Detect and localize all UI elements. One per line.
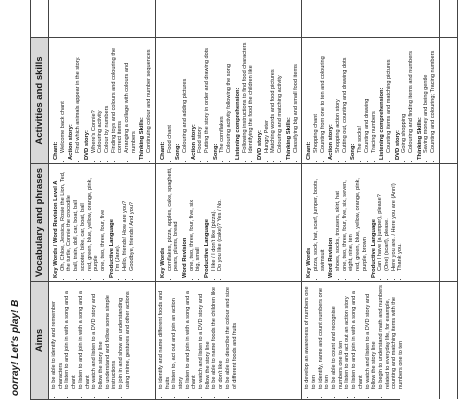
footer-cell-2	[440, 163, 458, 281]
section-heading: Thinking Skills:	[416, 117, 423, 160]
aim-item: • to identify, name and count numbers one to ten	[318, 285, 331, 389]
section-line: • Putting the story in order and drawing dots	[204, 41, 211, 153]
section-line: • Shopping action story	[335, 41, 342, 153]
section-list	[146, 41, 153, 160]
section-list	[211, 167, 224, 278]
syllabus-table	[30, 0, 437, 400]
section-heading: Key Words / Word Revision Level A	[53, 180, 59, 278]
section-list	[75, 41, 82, 160]
header-aims: Aims	[31, 281, 49, 399]
section-heading: Action story:	[328, 124, 335, 160]
section-line: • Continuing colour and number sequences	[146, 41, 153, 153]
row-1-extra	[49, 0, 156, 37]
section-line: • Saving money and being gentle	[423, 41, 430, 153]
section-list	[115, 167, 135, 278]
aim-item: • to understand and follow some simple instructions	[105, 285, 118, 389]
aim-item: • to develop an awareness of numbers one to ten	[304, 285, 317, 389]
section-list	[197, 41, 210, 160]
section-heading: Productive Language	[370, 219, 377, 278]
section-line: • Colouring activity	[97, 41, 104, 153]
section-list	[167, 41, 174, 160]
section-list	[377, 167, 404, 278]
section-heading: Song:	[212, 143, 219, 160]
row-3-activities	[302, 37, 440, 163]
section-list	[313, 41, 326, 160]
section-list	[242, 41, 255, 160]
title-strip	[0, 0, 30, 400]
section-line: • Identifying the food the children like	[248, 41, 255, 153]
section-line: • Colour by numbers	[104, 41, 111, 153]
section-heading: Chant:	[306, 141, 313, 160]
section-list	[219, 41, 232, 160]
section-list	[60, 41, 67, 160]
section-line: • ball, train, doll, car, boat, ball	[73, 167, 80, 271]
section-line: • Colouring and matching activity	[277, 41, 284, 153]
section-line: • Where's Connie?	[91, 41, 98, 153]
section-line: • Counting from one to ten and colouring	[320, 41, 327, 153]
section-list	[189, 167, 202, 278]
aim-item: • to identify and name different foods and fruits	[158, 285, 171, 389]
section-heading: Action story:	[190, 124, 197, 160]
section-heading: Key Words	[159, 247, 166, 278]
section-heading: Song:	[175, 143, 182, 160]
section-line: • Do you like (cake)? Yes / No.	[217, 167, 224, 271]
section-heading: Action story:	[68, 124, 75, 160]
aim-item: • to listen to and join in with a song and a chant	[78, 285, 91, 389]
section-line: • Following instructions to find food characters	[242, 41, 249, 153]
section-list	[91, 41, 138, 160]
section-line: • Goodbye, friends! And you?	[129, 167, 136, 271]
aim-item: • to be able to name foods the children like or don't like	[211, 285, 224, 389]
section-list	[423, 41, 436, 160]
section-heading: Productive Language	[108, 219, 115, 278]
aim-item: • to listen to, act out and join an action story	[171, 285, 184, 389]
row-3-aims	[302, 281, 440, 399]
section-line: • Counting and colouring; Tracing numbers	[430, 41, 437, 153]
section-line: • Thank you.	[397, 167, 404, 271]
section-line: • Colouring activity following the song	[226, 41, 233, 153]
row-2-vocab	[156, 163, 302, 281]
section-list	[60, 167, 107, 278]
aim-item: • to be able to identify and remember characters	[51, 285, 64, 389]
aim-item: • to watch and listen to a DVD story and follow the story line	[91, 285, 104, 389]
aim-item: • to be able to describe the colour and size of different foods and fruits	[225, 285, 238, 389]
row-3-extra	[302, 0, 440, 37]
aim-item: • to listen to and act out an action story	[344, 285, 351, 389]
section-line: • Going shopping	[401, 41, 408, 153]
footer-cell-4	[440, 0, 458, 37]
aim-item: • to watch and listen to a DVD story and follow the story line	[198, 285, 211, 389]
section-list	[401, 41, 414, 160]
aim-item: • to be able to count and recognise numbers one to ten	[331, 285, 344, 389]
section-line: • shoes, socks, trousers, skirt, hat	[335, 167, 342, 271]
section-heading: Word Revision	[181, 237, 188, 278]
section-heading: Productive Language	[204, 219, 211, 278]
section-heading: Song:	[350, 143, 357, 160]
aim-item: • to listen to and join in with a song and a chant	[185, 285, 198, 389]
section-list	[335, 41, 348, 160]
section-list	[357, 41, 377, 160]
header-activities: Activities and skills	[31, 37, 49, 163]
section-line: • red, green, blue, yellow, orange, pink, purple	[87, 167, 100, 271]
row-2-activities	[156, 37, 302, 163]
section-line: • (One) (scarf), please.	[384, 167, 391, 271]
section-heading: DVD story:	[256, 130, 263, 160]
section-line: • I'm (Jane).	[115, 167, 122, 271]
section-list	[167, 167, 180, 278]
section-list	[313, 167, 326, 278]
row-1-activities	[49, 37, 156, 163]
section-line: • Food story	[197, 41, 204, 153]
section-list	[335, 167, 369, 278]
section-heading: Key Words	[306, 247, 313, 278]
section-line: • Counting items and matching pictures	[386, 41, 393, 153]
section-line: • big, small	[195, 167, 202, 271]
section-line: • red, green, blue, yellow, orange, pink, purple, brown	[355, 167, 368, 271]
section-list	[386, 41, 393, 160]
section-line: • Finding toys and colours and colouring the correct items	[111, 41, 124, 153]
section-heading: Thinking Skills:	[285, 117, 292, 160]
section-line: • pizza, sock, hat, scarf, jumper, boots, swimsuit	[313, 167, 326, 271]
section-line: • scooter, bike, car, boat, ball	[80, 167, 87, 271]
section-heading: DVD story:	[394, 130, 401, 160]
aim-item: • to listen to and join in with a song and a chant	[351, 285, 364, 389]
section-line: • Here you are. / Here you are (Ann!)	[391, 167, 398, 271]
section-line: • one, two, three, four, five, six	[189, 167, 196, 271]
aim-item: • to listen to and join in with a song and a chant	[64, 285, 77, 389]
section-heading: Thinking Skills:	[139, 117, 146, 160]
section-line: • I like / I don't like (pizza).	[211, 167, 218, 271]
section-line: • Hungry Peter	[264, 41, 271, 153]
section-line: • Counting and drawing	[364, 41, 371, 153]
section-line: • The socks!	[357, 41, 364, 153]
section-line: • Can I have (a jumper), please?	[377, 167, 384, 271]
section-line: • Tracing numbers	[371, 41, 378, 153]
section-heading: Chant:	[159, 141, 166, 160]
section-line: • Colouring and finding items and numbers	[408, 41, 415, 153]
section-line: • Welcome back chant	[60, 41, 67, 153]
row-2-extra	[156, 0, 302, 37]
section-line: • Arranging a collage with colours and numbers	[124, 41, 137, 153]
aim-item: • to join in and show an understanding using mime, gestures and other actions	[118, 285, 131, 389]
section-line: • Hello, friends! How are you?	[122, 167, 129, 271]
section-heading: Chant:	[53, 141, 59, 160]
section-heading: Word Revision	[328, 237, 335, 278]
section-heading: Listening comprehension:	[234, 87, 241, 160]
header-extra	[31, 0, 49, 37]
page-title: oorray! Let's play! B	[9, 299, 21, 396]
footer-cell-3	[440, 37, 458, 163]
section-line: • cornflakes, pizza, apples, cake, spaghetti, pears, plums, bread	[167, 167, 180, 271]
aim-item: • to begin to understand math and numbers related to everyday life, for example, counting and matching items with the numbers one to ten	[378, 285, 405, 389]
section-line: • Colouring and adding pictures	[182, 41, 189, 153]
row-1-vocab	[49, 163, 156, 281]
section-line: • The cornflakes	[219, 41, 226, 153]
section-line: • Classifying big and small food items	[293, 41, 300, 153]
row-1-aims	[49, 281, 156, 399]
section-list	[182, 41, 189, 160]
section-heading: DVD story:	[83, 130, 90, 160]
row-2-aims	[156, 281, 302, 399]
footer-cell-1	[440, 281, 458, 399]
section-line: • Food chant	[167, 41, 174, 153]
section-list	[293, 41, 300, 160]
header-vocab: Vocabulary and phrases	[31, 163, 49, 281]
section-line: • Oh, Chloe, Jessica, Rosie the Lion, Ted, the turtle, Connie the crocodile	[60, 167, 73, 271]
section-line: • one, two, three, four, five	[100, 167, 107, 271]
section-line: • Cutting out, counting and drawing dots	[342, 41, 349, 153]
row-3-vocab	[302, 163, 440, 281]
section-line: • Find which animals appear in the story.	[75, 41, 82, 153]
aim-item: • to watch and listen to a DVD story and follow the story line	[365, 285, 378, 389]
section-heading: Listening comprehension:	[379, 87, 386, 160]
section-list	[264, 41, 284, 160]
section-line: • Shopping chant	[313, 41, 320, 153]
section-line: • one, two, three, four, five, six, seven, eight, nine, ten	[342, 167, 355, 271]
section-line: • Matching words and food pictures	[270, 41, 277, 153]
